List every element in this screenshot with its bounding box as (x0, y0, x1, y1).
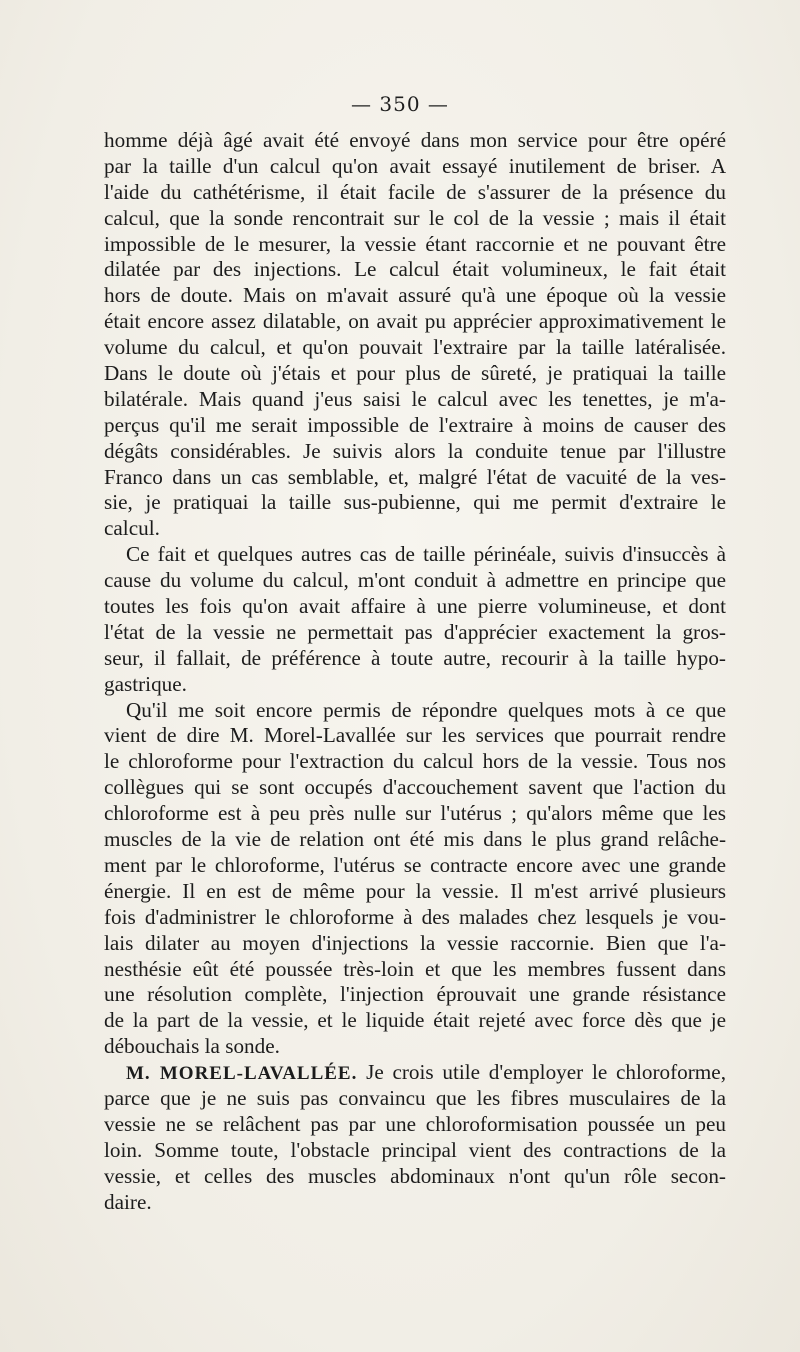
text-line: daire. (104, 1189, 152, 1214)
text-line: vient de dire M. Morel-Lavallée sur les services que pourrait rendre (104, 723, 726, 748)
text-line: toutes les fois qu'on avait affaire à une pierre volumineuse, et dont (104, 594, 726, 619)
text-line: dilatée par des injections. Le calcul était volumineux, le fait était (104, 257, 726, 282)
text-line: une résolution complète, l'injection éprouvait une grande résistance (104, 982, 726, 1007)
text-line: vessie, et celles des muscles abdominaux n'ont qu'un rôle secon- (104, 1163, 726, 1188)
text-line: fois d'administrer le chloroforme à des malades chez lesquels je vou- (104, 904, 726, 929)
text-line: Franco dans un cas semblable, et, malgré l'état de vacuité de la ves- (104, 464, 726, 489)
text-line: bilatérale. Mais quand j'eus saisi le calcul avec les tenettes, je m'a- (104, 386, 726, 411)
text-line: de la part de la vessie, et le liquide était rejeté avec force dès que je (104, 1008, 726, 1033)
paragraph-start-line: Ce fait et quelques autres cas de taille périnéale, suivis d'insuccès à (126, 542, 726, 567)
text-line: collègues qui se sont occupés d'accouchement savent que l'action du (104, 775, 726, 800)
speaker-label: M. MOREL-LAVALLÉE. (126, 1063, 358, 1085)
text-line: le chloroforme pour l'extraction du calcul hors de la vessie. Tous nos (104, 749, 726, 774)
body-text (104, 128, 726, 1215)
text-line: gastrique. (104, 671, 187, 696)
text-line: cause du volume du calcul, m'ont conduit à admettre en principe que (104, 568, 726, 593)
text-line: était encore assez dilatable, on avait pu apprécier approximativement le (104, 309, 726, 334)
text-line: énergie. Il en est de même pour la vessie. Il m'est arrivé plusieurs (104, 878, 726, 903)
text-line: volume du calcul, et qu'on pouvait l'extraire par la taille latéralisée. (104, 335, 726, 360)
text-line: impossible de le mesurer, la vessie étant raccornie et ne pouvant être (104, 231, 726, 256)
text-line: nesthésie eût été poussée très-loin et que les membres fussent dans (104, 956, 726, 981)
text-line: calcul. (104, 516, 160, 541)
text-line: chloroforme est à peu près nulle sur l'utérus ; qu'alors même que les (104, 801, 726, 826)
text-line: dégâts considérables. Je suivis alors la conduite tenue par l'illustre (104, 438, 726, 463)
text-line: sie, je pratiquai la taille sus-pubienne, qui me permit d'extraire le (104, 490, 726, 515)
text-line: l'aide du cathétérisme, il était facile de s'assurer de la présence du (104, 179, 726, 204)
text-line: Dans le doute où j'étais et pour plus de sûreté, je pratiquai la taille (104, 361, 726, 386)
text-line: hors de doute. Mais on m'avait assuré qu'à une époque où la vessie (104, 283, 726, 308)
speaker-paragraph-line (104, 1060, 726, 1086)
text-line: loin. Somme toute, l'obstacle principal vient des contractions de la (104, 1137, 726, 1162)
text-line: calcul, que la sonde rencontrait sur le col de la vessie ; mais il était (104, 205, 726, 230)
text-line: ment par le chloroforme, l'utérus se contracte encore avec une grande (104, 852, 726, 877)
text-line: vessie ne se relâchent pas par une chloroformisation poussée un peu (104, 1111, 726, 1136)
text-line: seur, il fallait, de préférence à toute autre, recourir à la taille hypo- (104, 645, 726, 670)
text-line: lais dilater au moyen d'injections la vessie raccornie. Bien que l'a- (104, 930, 726, 955)
speaker-text: Je crois utile d'employer le chloroforme, (366, 1060, 726, 1085)
paragraph-start-line: Qu'il me soit encore permis de répondre quelques mots à ce que (126, 697, 726, 722)
text-line: l'état de la vessie ne permettait pas d'apprécier exactement la gros- (104, 619, 726, 644)
page-number: — 350 — (351, 92, 449, 116)
text-line: muscles de la vie de relation ont été mis dans le plus grand relâche- (104, 827, 726, 852)
text-line: débouchais la sonde. (104, 1034, 280, 1059)
text-line: homme déjà âgé avait été envoyé dans mon service pour être opéré (104, 128, 726, 152)
text-line: par la taille d'un calcul qu'on avait essayé inutilement de briser. A (104, 153, 726, 178)
text-line: perçus qu'il me serait impossible de l'extraire à moins de causer des (104, 412, 726, 437)
text-line: parce que je ne suis pas convaincu que les fibres musculaires de la (104, 1085, 726, 1110)
